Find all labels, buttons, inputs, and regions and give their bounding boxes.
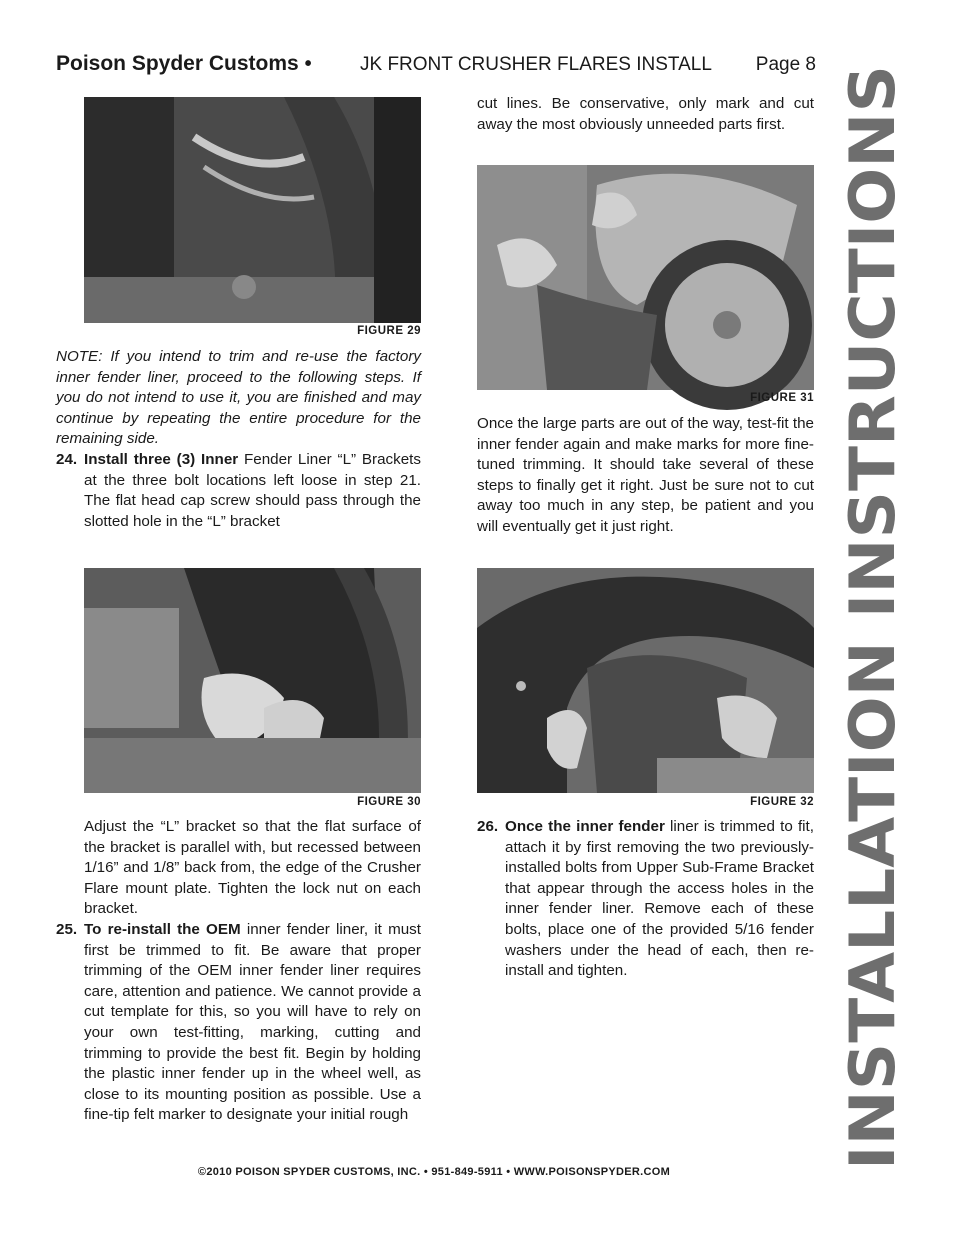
- banner-text: INSTALLATION INSTRUCTIONS: [836, 131, 909, 1170]
- step-26-lead: Once the inner fender: [505, 818, 665, 835]
- figure-31-caption: FIGURE 31: [750, 392, 814, 404]
- step-26: [477, 817, 814, 982]
- figure-29-caption: FIGURE 29: [357, 325, 421, 337]
- document-title: JK FRONT CRUSHER FLARES INSTALL: [360, 54, 712, 75]
- continued-paragraph: cut lines. Be conservative, only mark and cut away the most obviously unneeded parts first.: [477, 95, 814, 133]
- figure-29-photo: [84, 97, 421, 323]
- step-25: [56, 920, 421, 1126]
- page-header: [56, 52, 816, 80]
- large-parts-paragraph: Once the large parts are out of the way, test-fit the inner fender again and make marks for more fine-tuned trimming. It should take several of these steps to finally get it right. Just be sure not to cut away too much in any step, be patient and you will eventually get it just right.: [477, 415, 814, 535]
- figure-32-caption: FIGURE 32: [750, 796, 814, 808]
- step-24-number: 24.: [56, 450, 78, 468]
- right-column-upper: [477, 94, 814, 135]
- page-number: Page 8: [755, 54, 816, 75]
- step-25-lead: To re-install the OEM: [84, 920, 241, 938]
- note-paragraph: NOTE: If you intend to trim and re-use the factory inner fender liner, proceed to the following steps. If you do not intend to use it, you are finished and may continue by repeating the entire procedure for the remaining side.: [56, 348, 421, 448]
- figure-30-photo: [84, 568, 421, 793]
- step-25-text: inner fender liner, it must first be trimmed to fit. Be aware that proper trimming of the OEM inner fender liner requires care, attention and patience. We cannot provide a cut template for this, so you will have to rely on your own test-fitting, marking, cutting and trimming to provide the best fit. Begin by holding the plastic inner fender up in the wheel well, as close to its mounting position as possible. Use a fine-tip felt marker to designate your initial rough: [84, 920, 421, 1124]
- figure-31-photo: [477, 165, 814, 390]
- step-24-text: Fender Liner “L” Brackets at the three bolt locations left loose in step 21. The flat head cap screw should pass through the slotted hole in the “L” bracket: [84, 450, 421, 530]
- step-26-number: 26.: [477, 818, 499, 835]
- right-column-middle: [477, 414, 814, 538]
- page-footer: ©2010 POISON SPYDER CUSTOMS, INC. • 951-849-5911 • WWW.POISONSPYDER.COM: [197, 1166, 671, 1178]
- figure-32-photo: [477, 568, 814, 793]
- step-24-lead: Install three (3) Inner: [84, 450, 239, 468]
- figure-30-caption: FIGURE 30: [357, 796, 421, 808]
- step-25-number: 25.: [56, 920, 78, 938]
- left-column-upper: [56, 347, 421, 532]
- step-26-text: liner is trimmed to fit, attach it by first removing the two previously-installed bolts from Upper Sub-Frame Bracket that appear through the access holes in the inner fender liner. Remove each of these bolts, place one of the provided 5/16 fender washers under the head of each, then re-install and tighten.: [505, 818, 814, 980]
- brand-name: Poison Spyder Customs •: [56, 52, 312, 75]
- adjust-paragraph: Adjust the “L” bracket so that the flat surface of the bracket is parallel with, but recessed between 1/16” and 1/8” back from, the edge of the Crusher Flare mount plate. Tighten the lock nut on each bracket.: [84, 818, 421, 918]
- installation-instructions-banner: [836, 60, 909, 1175]
- step-24: [56, 450, 421, 532]
- left-column-lower: [56, 817, 421, 1126]
- right-column-lower: [477, 817, 814, 982]
